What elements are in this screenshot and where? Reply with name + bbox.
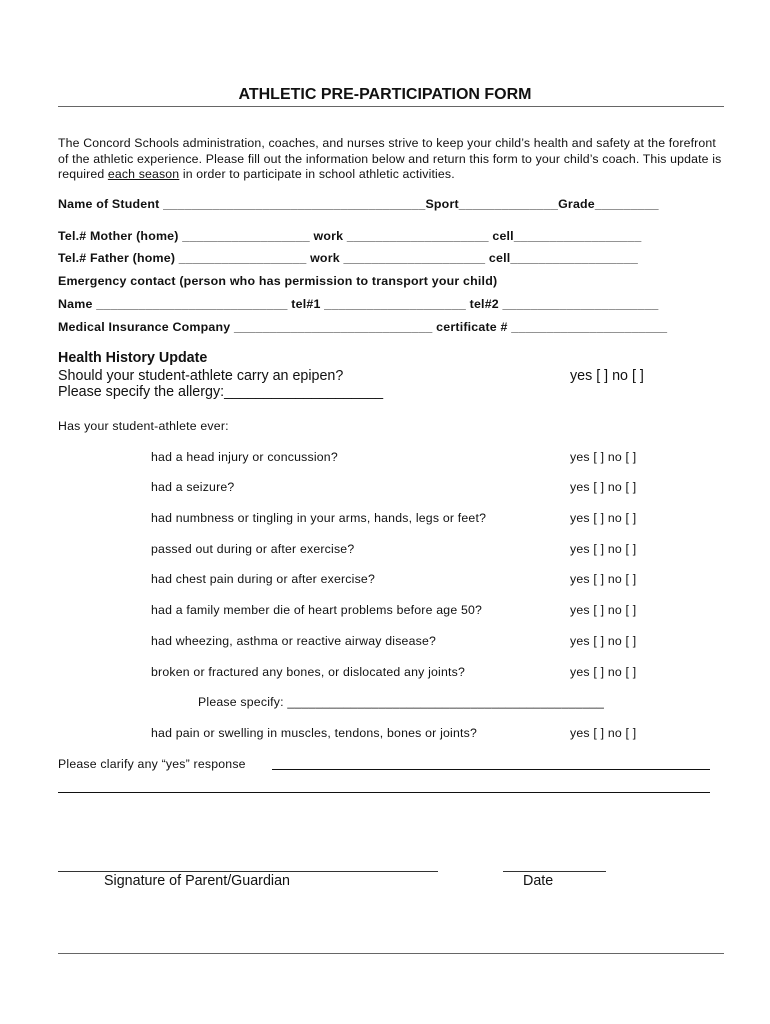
signature-line[interactable] xyxy=(58,871,438,872)
question-passed-out: passed out during or after exercise? xyxy=(151,542,355,556)
footer-divider xyxy=(58,953,724,954)
question-numbness: had numbness or tingling in your arms, hands, legs or feet? xyxy=(151,511,487,525)
please-specify-field[interactable]: Please specify: _____________________________________________ xyxy=(198,695,605,709)
intro-underlined: each season xyxy=(107,167,180,181)
intro-text-2: in order to participate in school athletic activities. xyxy=(179,167,455,181)
allergy-field[interactable]: Please specify the allergy:____________________ xyxy=(58,384,384,400)
yes-no-checkbox[interactable]: yes [ ] no [ ] xyxy=(570,542,637,556)
emergency-contact-field[interactable]: Name ___________________________ tel#1 ____________________ tel#2 ______________________ xyxy=(58,297,659,311)
yes-no-checkbox[interactable]: yes [ ] no [ ] xyxy=(570,603,637,617)
father-phone-field[interactable]: Tel.# Father (home) __________________ work ____________________ cell__________________ xyxy=(58,251,639,265)
question-head-injury: had a head injury or concussion? xyxy=(151,450,338,464)
question-family-heart: had a family member die of heart problems before age 50? xyxy=(151,603,483,617)
question-chest-pain: had chest pain during or after exercise? xyxy=(151,572,376,586)
clarify-line-2[interactable] xyxy=(58,792,710,793)
emergency-contact-label: Emergency contact (person who has permission to transport your child) xyxy=(58,274,498,288)
question-fractures: broken or fractured any bones, or dislocated any joints? xyxy=(151,665,466,679)
epipen-question: Should your student-athlete carry an epipen? xyxy=(58,368,344,384)
clarify-line[interactable] xyxy=(272,769,710,770)
form-title: ATHLETIC PRE-PARTICIPATION FORM xyxy=(238,86,532,103)
mother-phone-field[interactable]: Tel.# Mother (home) __________________ work ____________________ cell__________________ xyxy=(58,229,642,243)
signature-label: Signature of Parent/Guardian xyxy=(104,873,290,889)
question-wheezing: had wheezing, asthma or reactive airway disease? xyxy=(151,634,437,648)
epipen-yes-no[interactable]: yes [ ] no [ ] xyxy=(570,368,644,384)
student-name-field[interactable]: Name of Student _____________________________________Sport______________Grade_________ xyxy=(58,197,659,211)
intro-text-1: The Concord Schools administration, coaches, and nurses strive to keep your child’s health and safety at the forefront of the athletic experience. Please fill out the information below and return this form to your child’s coach. This update is required xyxy=(58,136,722,181)
date-label: Date xyxy=(523,873,554,889)
yes-no-checkbox[interactable]: yes [ ] no [ ] xyxy=(570,511,637,525)
yes-no-checkbox[interactable]: yes [ ] no [ ] xyxy=(570,665,637,679)
yes-no-checkbox[interactable]: yes [ ] no [ ] xyxy=(570,634,637,648)
insurance-field[interactable]: Medical Insurance Company ____________________________ certificate # ______________________ xyxy=(58,320,668,334)
question-muscle-pain: had pain or swelling in muscles, tendons, bones or joints? xyxy=(151,726,478,740)
yes-no-checkbox[interactable]: yes [ ] no [ ] xyxy=(570,572,637,586)
yes-no-checkbox[interactable]: yes [ ] no [ ] xyxy=(570,450,637,464)
clarify-label: Please clarify any “yes” response xyxy=(58,757,246,771)
title-divider xyxy=(58,106,724,107)
yes-no-checkbox[interactable]: yes [ ] no [ ] xyxy=(570,480,637,494)
yes-no-checkbox[interactable]: yes [ ] no [ ] xyxy=(570,726,637,740)
question-seizure: had a seizure? xyxy=(151,480,235,494)
ever-label: Has your student-athlete ever: xyxy=(58,419,229,433)
health-history-heading: Health History Update xyxy=(58,350,208,366)
date-line[interactable] xyxy=(503,871,606,872)
intro-paragraph xyxy=(58,136,728,183)
